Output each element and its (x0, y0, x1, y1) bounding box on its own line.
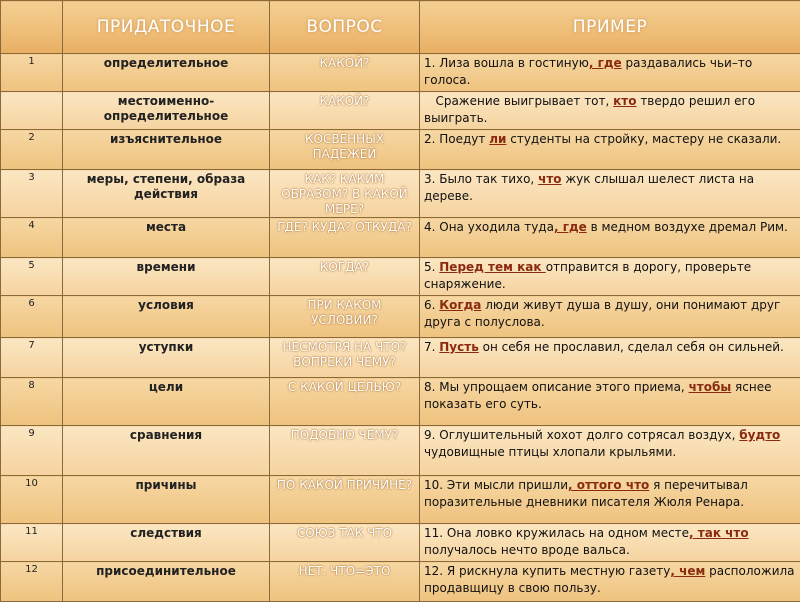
row-number: 6 (1, 296, 63, 338)
row-number: 11 (1, 524, 63, 562)
table-row (1, 258, 800, 296)
clause-type: места (63, 218, 270, 258)
example-text: 4. Она уходила туда (424, 220, 554, 234)
example-text: я перечитывал поразительные дневники писателя Жюля Ренара. (424, 478, 748, 509)
row-number: 8 (1, 378, 63, 426)
clause-question: КАКОЙ? (270, 54, 420, 92)
example-text: расположила продавщицу в свою пользу. (424, 564, 795, 595)
clause-type: местоименно-определительное (63, 92, 270, 130)
row-number: 1 (1, 54, 63, 92)
clause-question: ПРИ КАКОМ УСЛОВИИ? (270, 296, 420, 338)
clause-type: сравнения (63, 426, 270, 476)
clause-question: ПОДОБНО ЧЕМУ? (270, 426, 420, 476)
example-text: люди живут душа в душу, они понимают друг друга с полуслова. (424, 298, 780, 329)
clause-question: КАК? КАКИМ ОБРАЗОМ? В КАКОЙ МЕРЕ? (270, 170, 420, 218)
table-row (1, 92, 800, 130)
table-row (1, 524, 800, 562)
header-example: ПРИМЕР (420, 1, 800, 54)
row-number: 2 (1, 130, 63, 170)
example-conjunction: , где (554, 220, 587, 234)
table-row (1, 130, 800, 170)
clause-question: НЕСМОТРЯ НА ЧТО? ВОПРЕКИ ЧЕМУ? (270, 338, 420, 378)
row-number: 7 (1, 338, 63, 378)
clause-type: изъяснительное (63, 130, 270, 170)
clause-example (420, 338, 800, 378)
clause-type: определительное (63, 54, 270, 92)
table-row (1, 476, 800, 524)
clause-example (420, 130, 800, 170)
clause-example (420, 426, 800, 476)
clause-question: СОЮЗ ТАК ЧТО (270, 524, 420, 562)
example-conjunction: чтобы (689, 380, 732, 394)
header-row (1, 1, 800, 54)
row-number (1, 92, 63, 130)
clause-example (420, 524, 800, 562)
example-text: 9. Оглушительный хохот долго сотрясал воздух, (424, 428, 739, 442)
table-header (1, 1, 800, 54)
clause-type: меры, степени, образа действия (63, 170, 270, 218)
example-text: раздавались чьи–то голоса. (424, 56, 752, 87)
clause-example (420, 54, 800, 92)
example-text: 1. Лиза вошла в гостиную (424, 56, 589, 70)
clause-example (420, 378, 800, 426)
clause-type: присоединительное (63, 562, 270, 602)
example-text: 7. (424, 340, 439, 354)
clause-question: КОСВЕННЫХ ПАДЕЖЕЙ (270, 130, 420, 170)
example-text: яснее показать его суть. (424, 380, 771, 411)
example-conjunction: Перед тем как (439, 260, 545, 274)
clause-type: уступки (63, 338, 270, 378)
row-number: 10 (1, 476, 63, 524)
example-text: 3. Было так тихо, (424, 172, 538, 186)
example-text: 10. Эти мысли пришли (424, 478, 568, 492)
example-text: он себя не прославил, сделал себя он сильней. (479, 340, 784, 354)
example-text: твердо решил его выиграть. (424, 94, 755, 125)
table-row (1, 218, 800, 258)
clause-example (420, 258, 800, 296)
example-text: 2. Поедут (424, 132, 489, 146)
example-conjunction: Когда (439, 298, 481, 312)
example-text: 11. Она ловко кружилась на одном месте (424, 526, 689, 540)
clause-example (420, 92, 800, 130)
example-conjunction: , оттого что (568, 478, 649, 492)
example-text: 8. Мы упрощаем описание этого приема, (424, 380, 689, 394)
clause-type: цели (63, 378, 270, 426)
table-row (1, 338, 800, 378)
clause-example (420, 562, 800, 602)
clause-question: С КАКОЙ ЦЕЛЬЮ? (270, 378, 420, 426)
table-row (1, 378, 800, 426)
row-number: 4 (1, 218, 63, 258)
table-row (1, 170, 800, 218)
example-text: студенты на стройку, мастеру не сказали. (506, 132, 781, 146)
clause-example (420, 476, 800, 524)
clause-type: причины (63, 476, 270, 524)
header-number (1, 1, 63, 54)
clause-question: КОГДА? (270, 258, 420, 296)
clause-type: времени (63, 258, 270, 296)
header-clause-type: ПРИДАТОЧНОЕ (63, 1, 270, 54)
header-question: ВОПРОС (270, 1, 420, 54)
clause-example (420, 218, 800, 258)
row-number: 12 (1, 562, 63, 602)
example-conjunction: будто (739, 428, 780, 442)
example-conjunction: что (538, 172, 561, 186)
clause-example (420, 170, 800, 218)
example-conjunction: , так что (689, 526, 749, 540)
clause-type: условия (63, 296, 270, 338)
example-text: 5. (424, 260, 439, 274)
example-text: 6. (424, 298, 439, 312)
clause-example (420, 296, 800, 338)
example-text: отправится в дорогу, проверьте снаряжение. (424, 260, 751, 291)
example-conjunction: ли (489, 132, 506, 146)
example-conjunction: , чем (670, 564, 705, 578)
clause-question: ГДЕ? КУДА? ОТКУДА? (270, 218, 420, 258)
clause-question: ПО КАКОЙ ПРИЧИНЕ? (270, 476, 420, 524)
clause-type: следствия (63, 524, 270, 562)
example-conjunction: Пусть (439, 340, 479, 354)
table-body (1, 54, 800, 602)
example-text: в медном воздухе дремал Рим. (587, 220, 788, 234)
row-number: 9 (1, 426, 63, 476)
example-text: получалось нечто вроде вальса. (424, 543, 630, 557)
table-row (1, 54, 800, 92)
example-text: 12. Я рискнула купить местную газету (424, 564, 670, 578)
example-conjunction: кто (613, 94, 636, 108)
row-number: 5 (1, 258, 63, 296)
example-text: жук слышал шелест листа на дереве. (424, 172, 754, 203)
row-number: 3 (1, 170, 63, 218)
table-row (1, 296, 800, 338)
example-text: чудовищные птицы хлопали крыльями. (424, 445, 676, 459)
clause-question: НЕТ. ЧТО=ЭТО (270, 562, 420, 602)
example-conjunction: , где (589, 56, 622, 70)
clause-question: КАКОЙ? (270, 92, 420, 130)
table-row (1, 426, 800, 476)
table-row (1, 562, 800, 602)
example-text: Сражение выигрывает тот, (424, 94, 613, 108)
